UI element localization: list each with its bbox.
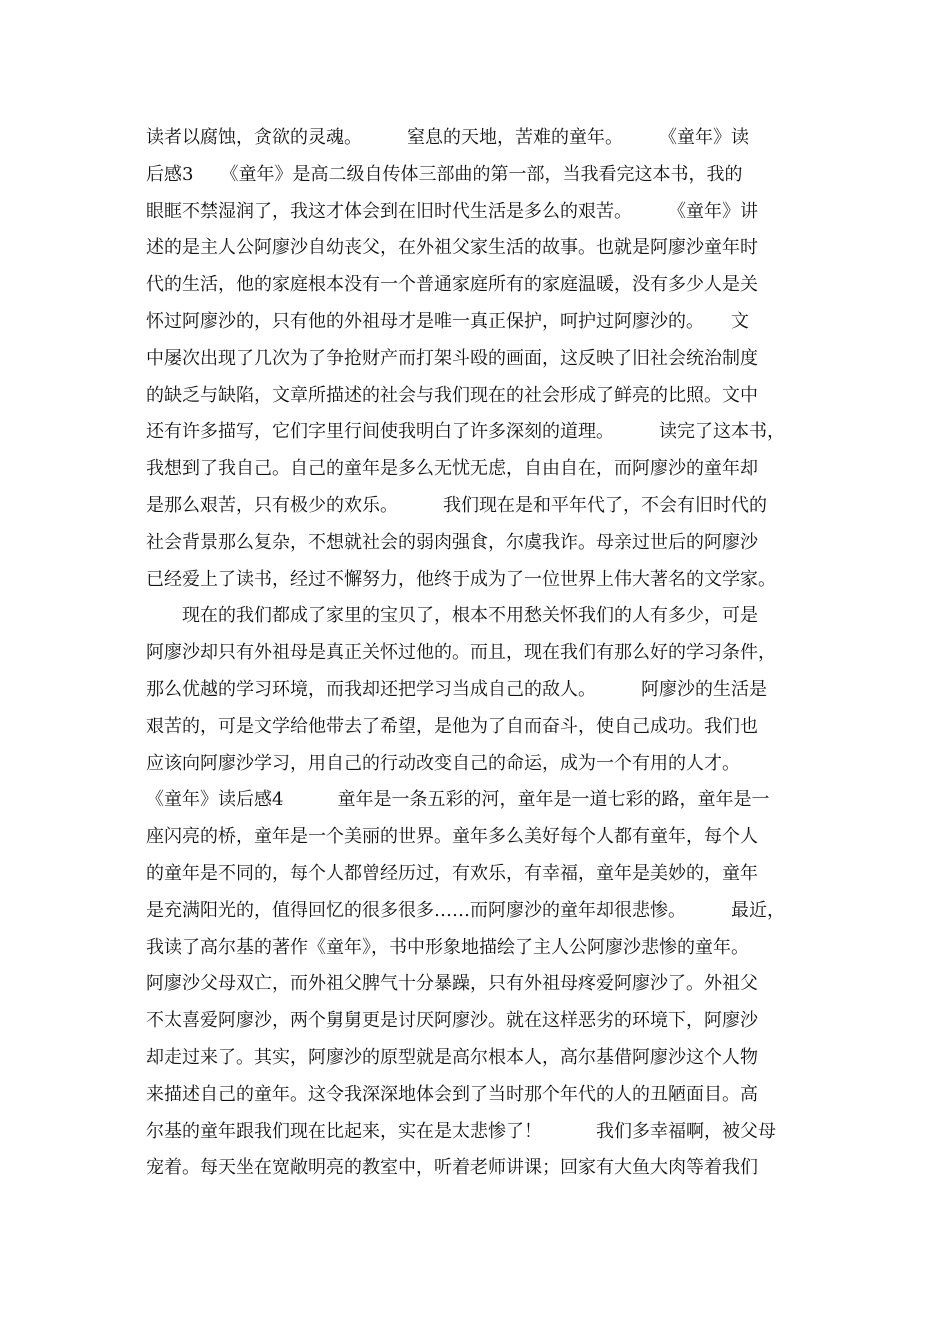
text-line: 读者以腐蚀，贪欲的灵魂。 窒息的天地，苦难的童年。 《童年》读	[146, 127, 749, 148]
text-line: 座闪亮的桥，童年是一个美丽的世界。童年多么美好每个人都有童年，每个人	[146, 826, 758, 848]
text-line: 我读了高尔基的著作《童年》，书中形象地描绘了主人公阿廖沙悲惨的童年。	[146, 936, 749, 958]
text-line: 代的生活，他的家庭根本没有一个普通家庭所有的家庭温暖，没有多少人是关	[146, 274, 758, 296]
text-line: 来描述自己的童年。这令我深深地体会到了当时那个年代的人的丑陋面目。高	[146, 1083, 758, 1105]
text-line: 是充满阳光的，值得回忆的很多很多……而阿廖沙的童年却很悲惨。 最近，	[146, 899, 785, 921]
text-line: 眼眶不禁湿润了，我这才体会到在旧时代生活是多么的艰苦。 《童年》讲	[146, 200, 758, 222]
text-line: 现在的我们都成了家里的宝贝了，根本不用愁关怀我们的人有多少，可是	[146, 605, 758, 627]
text-line: 述的是主人公阿廖沙自幼丧父，在外祖父家生活的故事。也就是阿廖沙童年时	[146, 237, 758, 259]
text-line: 中屡次出现了几次为了争抢财产而打架斗殴的画面，这反映了旧社会统治制度	[146, 347, 758, 369]
text-line: 宠着。每天坐在宽敞明亮的教室中，听着老师讲课；回家有大鱼大肉等着我们	[146, 1157, 758, 1179]
text-line: 不太喜爱阿廖沙，两个舅舅更是讨厌阿廖沙。就在这样恶劣的环境下，阿廖沙	[146, 1010, 758, 1032]
text-line: 已经爱上了读书，经过不懈努力，他终于成为了一位世界上伟大著名的文学家。	[146, 568, 776, 590]
text-line: 尔基的童年跟我们现在比起来，实在是太悲惨了！ 我们多幸福啊，被父母	[146, 1120, 776, 1142]
text-line: 却走过来了。其实，阿廖沙的原型就是高尔根本人，高尔基借阿廖沙这个人物	[146, 1046, 758, 1068]
text-line: 艰苦的，可是文学给他带去了希望，是他为了自而奋斗，使自己成功。我们也	[146, 715, 758, 737]
text-line: 我想到了我自己。自己的童年是多么无忧无虑，自由自在，而阿廖沙的童年却	[146, 458, 758, 480]
text-line: 怀过阿廖沙的，只有他的外祖母才是唯一真正保护，呵护过阿廖沙的。 文	[146, 310, 749, 332]
essay-text	[146, 120, 814, 1187]
text-line: 后感3 《童年》是高二级自传体三部曲的第一部，当我看完这本书，我的	[146, 163, 743, 185]
text-line: 阿廖沙父母双亡，而外祖父脾气十分暴躁，只有外祖母疼爱阿廖沙了。外祖父	[146, 973, 758, 995]
text-line: 阿廖沙却只有外祖母是真正关怀过他的。而且，现在我们有那么好的学习条件，	[146, 642, 776, 664]
text-line: 是那么艰苦，只有极少的欢乐。 我们现在是和平年代了，不会有旧时代的	[146, 494, 767, 516]
text-line: 应该向阿廖沙学习，用自己的行动改变自己的命运，成为一个有用的人才。	[146, 752, 740, 774]
text-line: 的童年是不同的，每个人都曾经历过，有欢乐，有幸福，童年是美妙的，童年	[146, 862, 758, 884]
text-line: 还有许多描写，它们字里行间使我明白了许多深刻的道理。 读完了这本书，	[146, 421, 785, 443]
text-line: 社会背景那么复杂，不想就社会的弱肉强食，尔虞我诈。母亲过世后的阿廖沙	[146, 531, 758, 553]
text-line: 《童年》读后感4 童年是一条五彩的河，童年是一道七彩的路，童年是一	[146, 789, 770, 811]
text-line: 那么优越的学习环境，而我却还把学习当成自己的敌人。 阿廖沙的生活是	[146, 678, 767, 700]
text-line: 的缺乏与缺陷，文章所描述的社会与我们现在的社会形成了鲜亮的比照。文中	[146, 384, 758, 406]
